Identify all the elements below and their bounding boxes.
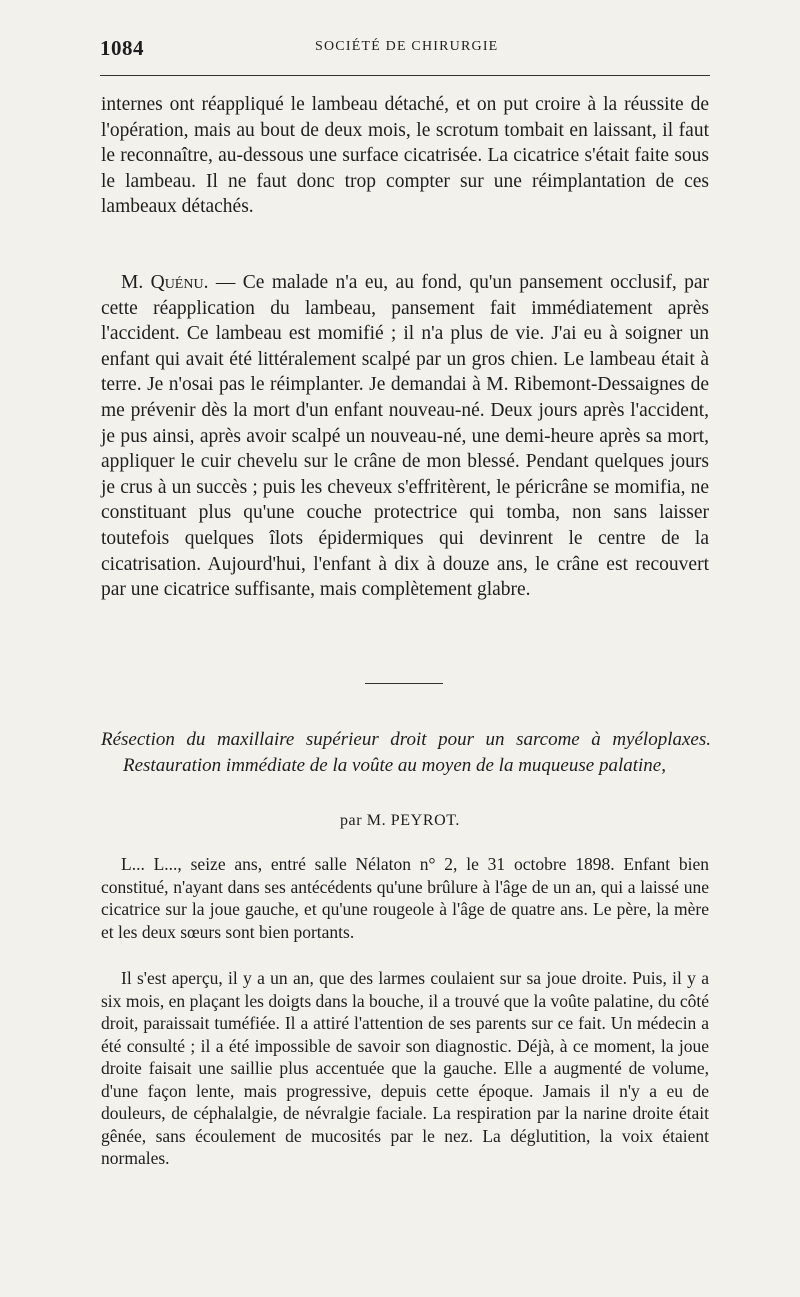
running-head (100, 36, 710, 60)
paragraph-quenu (101, 270, 709, 603)
journal-title: SOCIÉTÉ DE CHIRURGIE (315, 39, 499, 54)
speaker-name: M. Quénu. (121, 272, 209, 293)
article-paragraph-1: L... L..., seize ans, entré salle Nélaton n° 2, le 31 octobre 1898. Enfant bien constitué, n'ayant dans ses antécédents qu'une brûlure à l'âge de un an, qui a laissé une cicatrice sur la joue gauche, et qu'une rougeole à l'âge de quatre ans. Le père, la mère et les deux sœurs sont bien portants. (101, 854, 709, 942)
section-separator (365, 683, 443, 684)
header-rule (100, 75, 710, 76)
article-title: Résection du maxillaire supérieur droit pour un sarcome à myéloplaxes. Restauration immédiate de la voûte au moyen de la muqueuse palatine, (101, 729, 711, 776)
article-byline: par M. PEYROT. (339, 812, 461, 829)
paragraph-quenu-text: — Ce malade n'a eu, au fond, qu'un pansement occlusif, par cette réapplication du lambeau, pansement fait immédiatement après l'accident. Ce lambeau est momifié ; il n'a plus de vie. J'ai eu à soigner un enfant qui avait été littéralement scalpé par un gros chien. Le lambeau était à terre. Je n'osai pas le réimplanter. Je demandai à M. Ribemont-Dessaignes de me prévenir dès la mort d'un enfant nouveau-né. Deux jours après l'accident, je pus ainsi, après avoir scalpé un nouveau-né, une demi-heure après sa mort, appliquer le cuir chevelu sur le crâne de mon blessé. Pendant quelques jours je crus à un succès ; puis les cheveux s'effritèrent, le péricrâne se momifia, ne constituant plus qu'une couche protectrice qui tomba, non sans laisser toutefois quelques îlots épidermiques qui devinrent le centre de la cicatrisation. Aujourd'hui, l'enfant à dix à douze ans, le crâne est recouvert par une cicatrice suffisante, mais complètement glabre. (101, 272, 709, 601)
page-number: 1084 (100, 36, 144, 60)
article-paragraph-2: Il s'est aperçu, il y a un an, que des larmes coulaient sur sa joue droite. Puis, il y a six mois, en plaçant les doigts dans la bouche, il a trouvé que la voûte palatine, du côté droit, paraissait tuméfiée. Il a attiré l'attention de ses parents sur ce fait. Un médecin a été consulté ; il a été impossible de savoir son diagnostic. Déjà, à ce moment, la joue droite faisait une saillie plus accentuée que la gauche. Elle a augmenté de volume, d'une façon lente, mais progressive, depuis cette époque. Jamais il n'y a eu de douleurs, de céphalalgie, de névralgie faciale. La respiration par la narine droite était gênée, sans écoulement de mucosités par le nez. La déglutition, la voix étaient normales. (101, 968, 709, 1168)
paragraph-continuation: internes ont réappliqué le lambeau détaché, et on put croire à la réussite de l'opération, mais au bout de deux mois, le scrotum tombait en laissant, il faut le reconnaître, au-dessous une surface cicatrisée. La cicatrice s'était faite sous le lambeau. Il ne faut donc trop compter sur une réimplantation de ces lambeaux détachés. (101, 94, 709, 218)
